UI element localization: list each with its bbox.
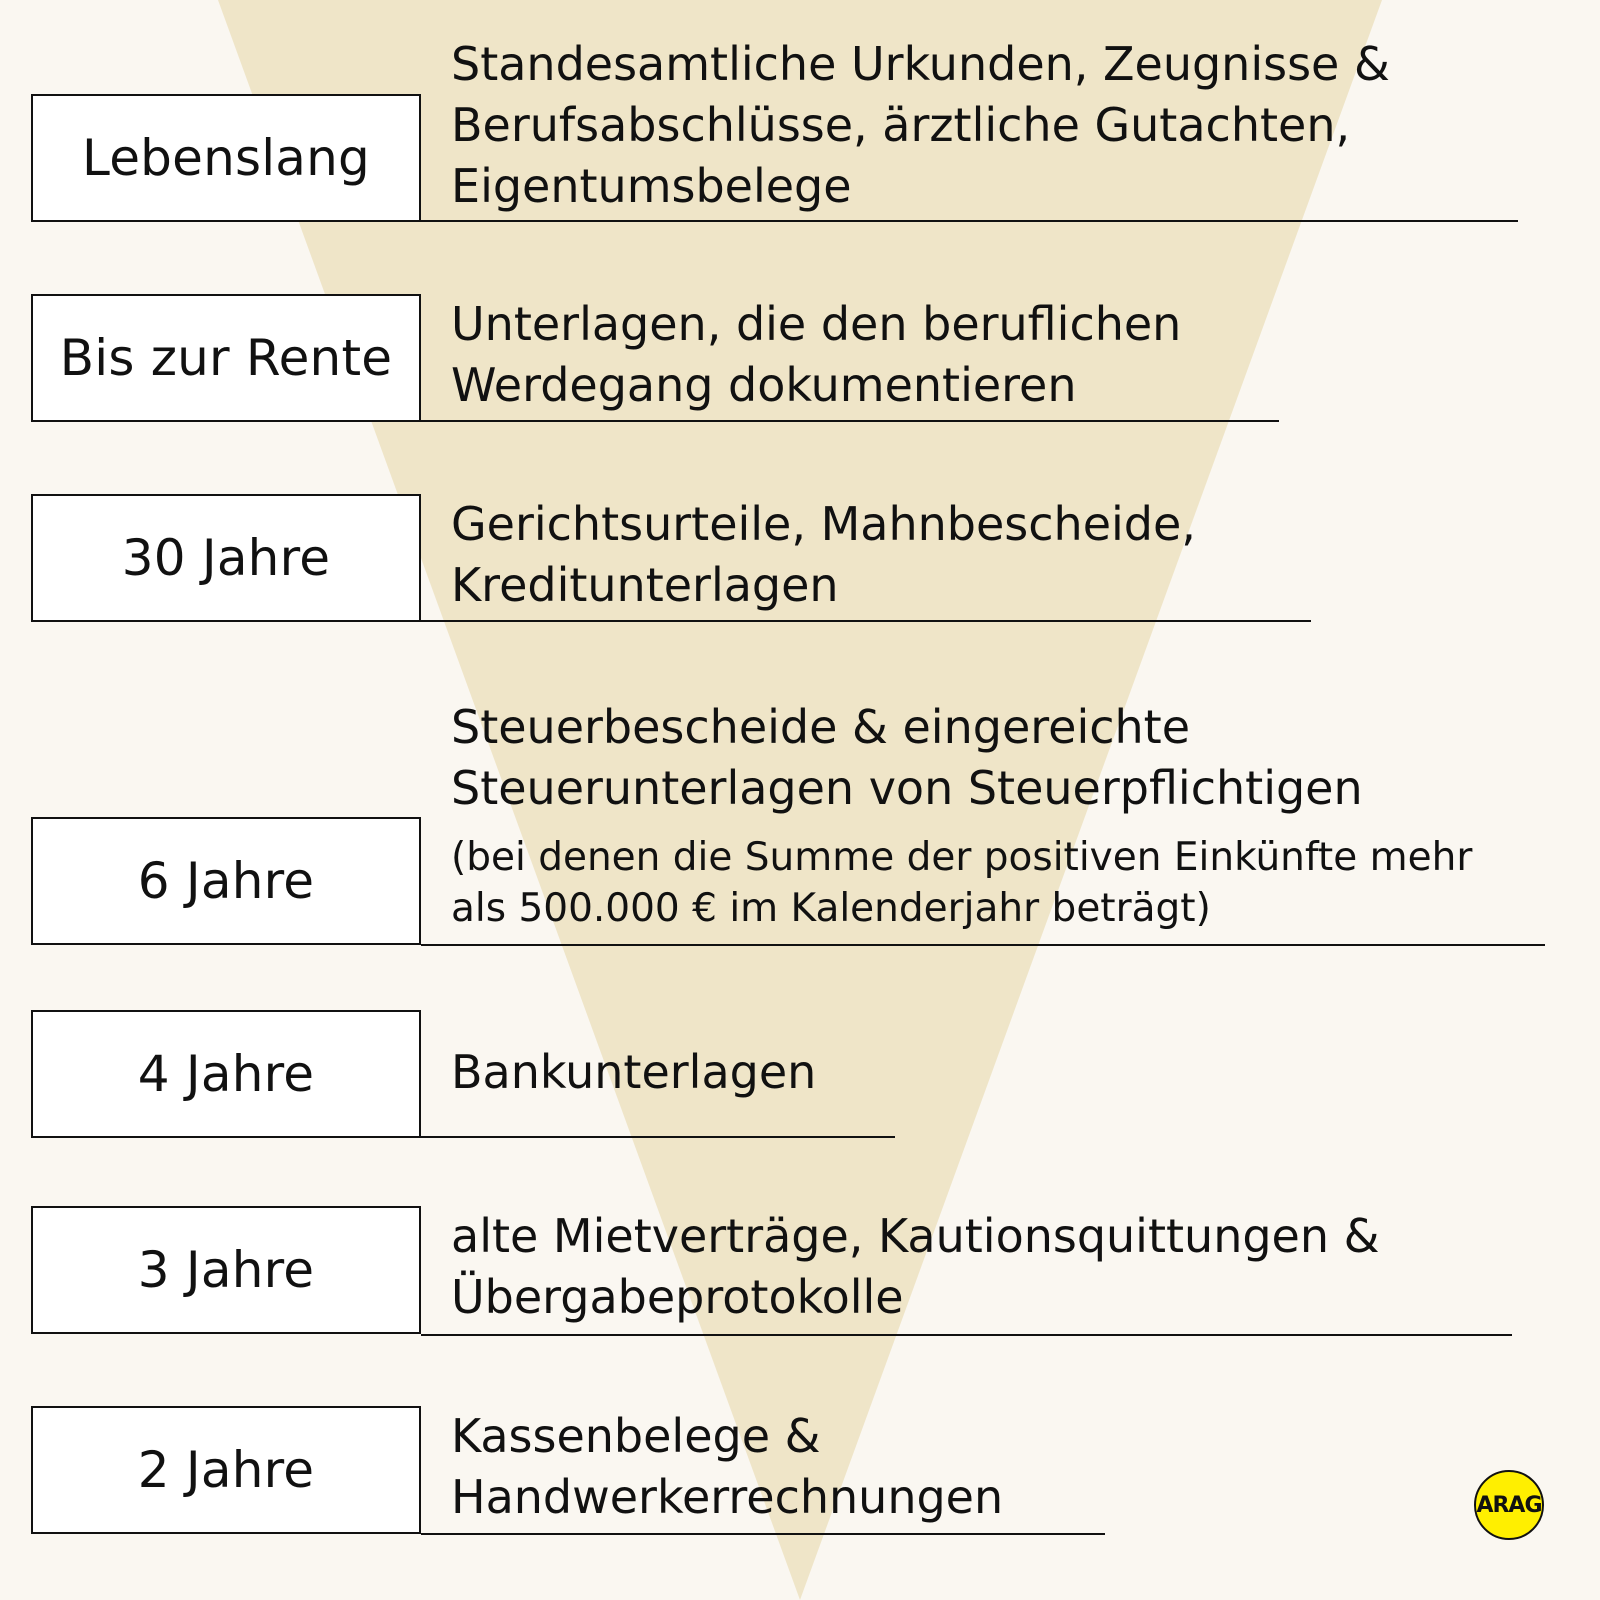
description-line: Steuerbescheide & eingereichte (451, 700, 1191, 754)
description-line: alte Mietverträge, Kautionsquittungen & (451, 1209, 1380, 1263)
row-divider-line (421, 220, 1518, 222)
row-divider-line (421, 944, 1545, 946)
description-line: Standesamtliche Urkunden, Zeugnisse & (451, 37, 1390, 91)
description-line: Steuerunterlagen von Steuerpflichtigen (451, 761, 1363, 815)
period-label: Bis zur Rente (59, 329, 393, 387)
document-description (451, 1206, 1380, 1328)
document-description (451, 1406, 1003, 1528)
description-note-line: als 500.000 € im Kalenderjahr beträgt) (451, 886, 1211, 931)
description-note-line: (bei denen die Summe der positiven Einkünfte mehr (451, 835, 1473, 880)
row-divider-line (421, 1334, 1512, 1336)
description-line: Werdegang dokumentieren (451, 358, 1077, 412)
row-divider-line (421, 1533, 1105, 1535)
document-description (451, 1042, 816, 1103)
period-label: 3 Jahre (137, 1241, 315, 1299)
period-label-box (31, 1010, 421, 1138)
period-label-box (31, 1406, 421, 1534)
description-line: Bankunterlagen (451, 1045, 817, 1099)
description-line: Gerichtsurteile, Mahnbescheide, (451, 497, 1196, 551)
period-label: Lebenslang (82, 129, 370, 187)
period-label-box (31, 94, 421, 222)
description-line: Kassenbelege & (451, 1409, 821, 1463)
period-label-box (31, 494, 421, 622)
description-line: Berufsabschlüsse, ärztliche Gutachten, (451, 98, 1351, 152)
period-label-box (31, 1206, 421, 1334)
document-description (451, 697, 1363, 819)
document-description-note (451, 832, 1472, 934)
row-divider-line (421, 420, 1279, 422)
period-label: 2 Jahre (137, 1441, 315, 1499)
period-label: 4 Jahre (137, 1045, 315, 1103)
description-line: Übergabeprotokolle (451, 1270, 904, 1324)
document-description (451, 494, 1196, 616)
document-description (451, 34, 1390, 217)
document-description (451, 294, 1181, 416)
description-line: Unterlagen, die den beruflichen (451, 297, 1182, 351)
period-label: 30 Jahre (121, 529, 331, 587)
description-line: Eigentumsbelege (451, 159, 852, 213)
description-line: Handwerkerrechnungen (451, 1470, 1004, 1524)
period-label-box (31, 817, 421, 945)
row-divider-line (421, 620, 1311, 622)
logo-text: ARAG (1476, 1492, 1542, 1518)
period-label: 6 Jahre (137, 852, 315, 910)
row-divider-line (421, 1136, 895, 1138)
arag-logo (1474, 1470, 1544, 1540)
period-label-box (31, 294, 421, 422)
description-line: Kreditunterlagen (451, 558, 839, 612)
